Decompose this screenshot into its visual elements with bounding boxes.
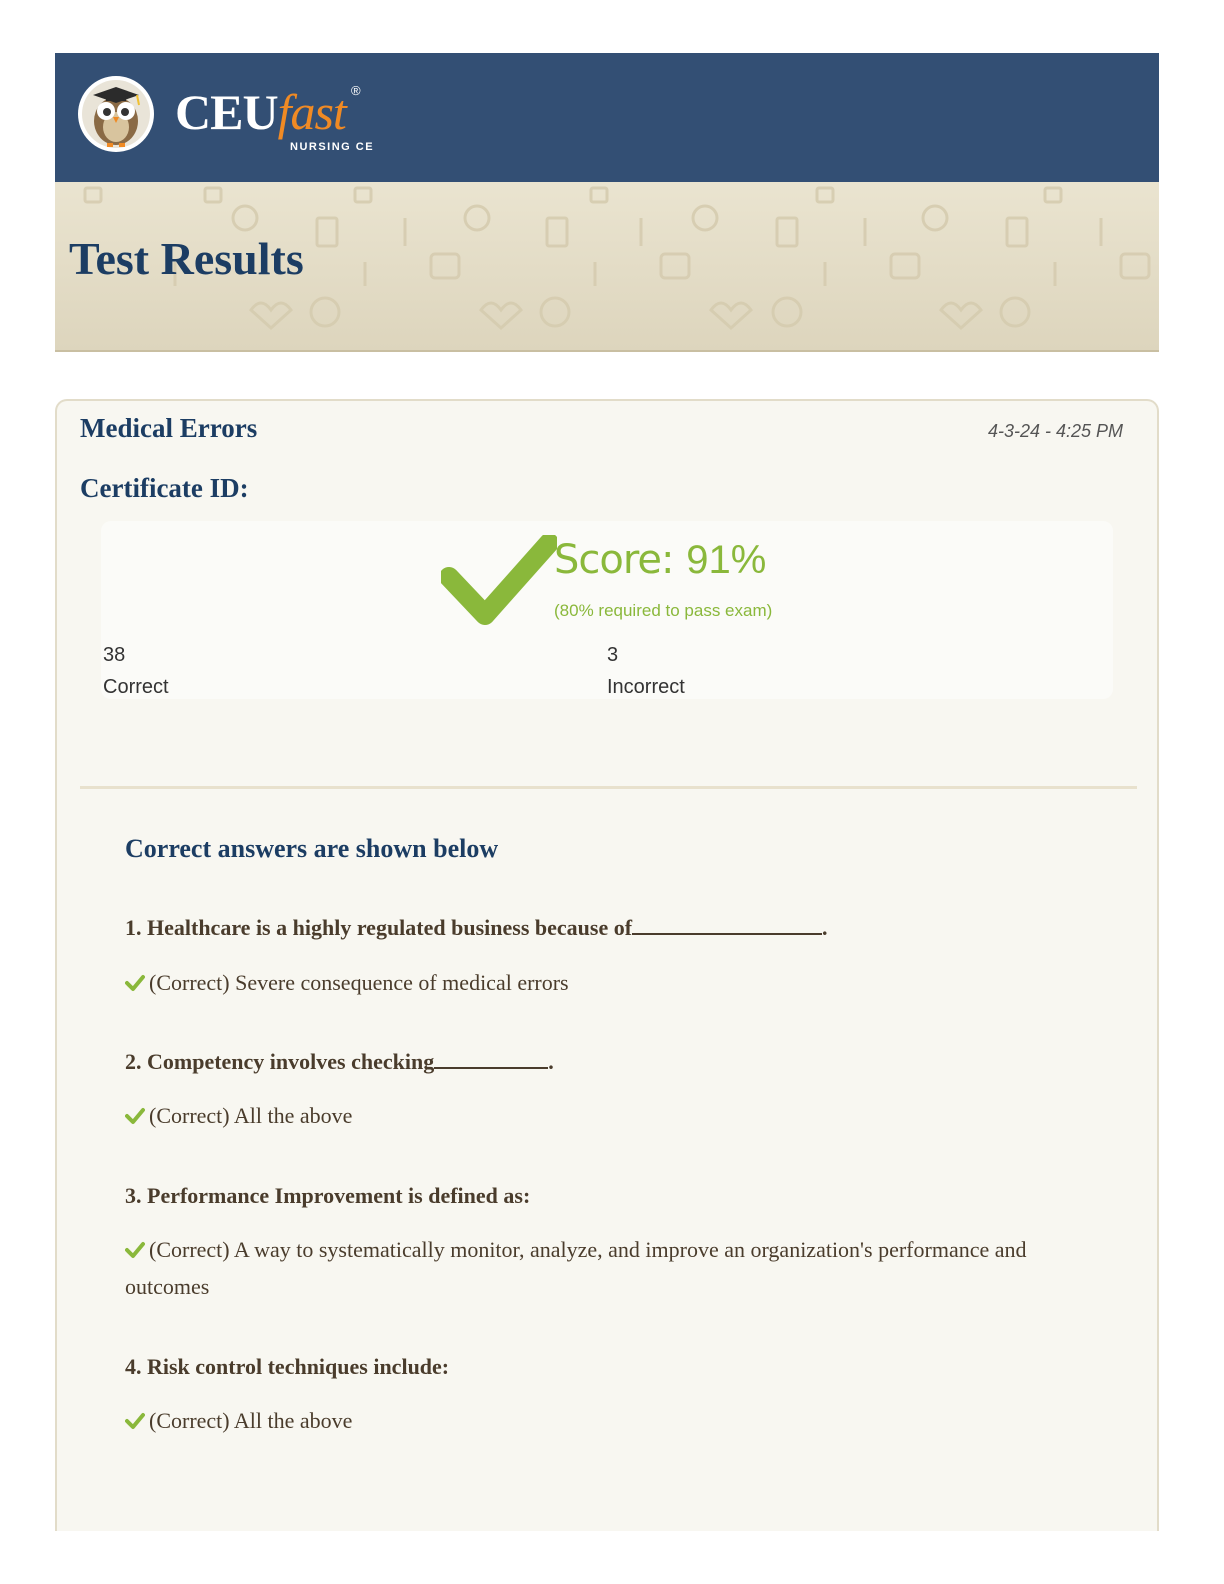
brand-subtitle: NURSING CE [290, 141, 375, 153]
pass-requirement-note: (80% required to pass exam) [554, 601, 773, 620]
answer-2 [125, 1097, 1105, 1134]
brand-logo [175, 83, 375, 153]
answer-text: (Correct) All the above [149, 1408, 353, 1433]
checkmark-icon [125, 974, 145, 992]
owl-logo-icon [77, 75, 155, 153]
answer-text: (Correct) Severe consequence of medical errors [149, 970, 569, 995]
incorrect-stat [607, 639, 685, 703]
certificate-id-label: Certificate ID: [80, 473, 249, 503]
page-title: Test Results [69, 233, 304, 284]
question-1 [125, 915, 1095, 941]
results-card [55, 399, 1159, 1531]
incorrect-count: 3 [607, 644, 619, 666]
title-banner [55, 182, 1159, 352]
answer-3 [125, 1231, 1105, 1305]
checkmark-icon [125, 1107, 145, 1125]
course-title: Medical Errors [80, 413, 258, 443]
score-summary [101, 521, 1113, 699]
checkmark-icon [125, 1241, 145, 1259]
section-divider [80, 786, 1137, 789]
answer-text: (Correct) All the above [149, 1103, 353, 1128]
incorrect-label: Incorrect [607, 676, 685, 698]
answer-blank [434, 1049, 548, 1069]
correct-label: Correct [103, 676, 169, 698]
brand-logo-accent: fast [277, 84, 346, 140]
question-text: 2. Competency involves checking [125, 1049, 435, 1074]
score-label: Score: [554, 537, 674, 583]
registered-mark: ® [351, 83, 361, 98]
question-end: . [548, 1049, 554, 1074]
correct-count: 38 [103, 644, 126, 666]
score-value: 91% [686, 538, 767, 582]
question-end: . [822, 915, 828, 940]
correct-stat [103, 639, 169, 703]
answer-1 [125, 964, 1105, 1001]
result-date: 4-3-24 - 4:25 PM [987, 421, 1123, 441]
score-display [554, 537, 766, 583]
question-text: 4. Risk control techniques include: [125, 1354, 450, 1379]
question-text: 1. Healthcare is a highly regulated business because of [125, 915, 633, 940]
question-text: 3. Performance Improvement is defined as: [125, 1183, 531, 1208]
answers-heading: Correct answers are shown below [125, 834, 499, 863]
checkmark-icon [125, 1412, 145, 1430]
answer-blank [632, 915, 822, 935]
question-3 [125, 1183, 1095, 1209]
brand-logo-main: CEU [175, 84, 278, 140]
site-header [55, 53, 1159, 182]
answer-text: (Correct) A way to systematically monitor, analyze, and improve an organization's performance and outcomes [125, 1237, 1027, 1299]
question-2 [125, 1049, 1095, 1075]
question-4 [125, 1354, 1095, 1380]
answer-4 [125, 1402, 1105, 1439]
big-checkmark-icon [441, 535, 557, 625]
